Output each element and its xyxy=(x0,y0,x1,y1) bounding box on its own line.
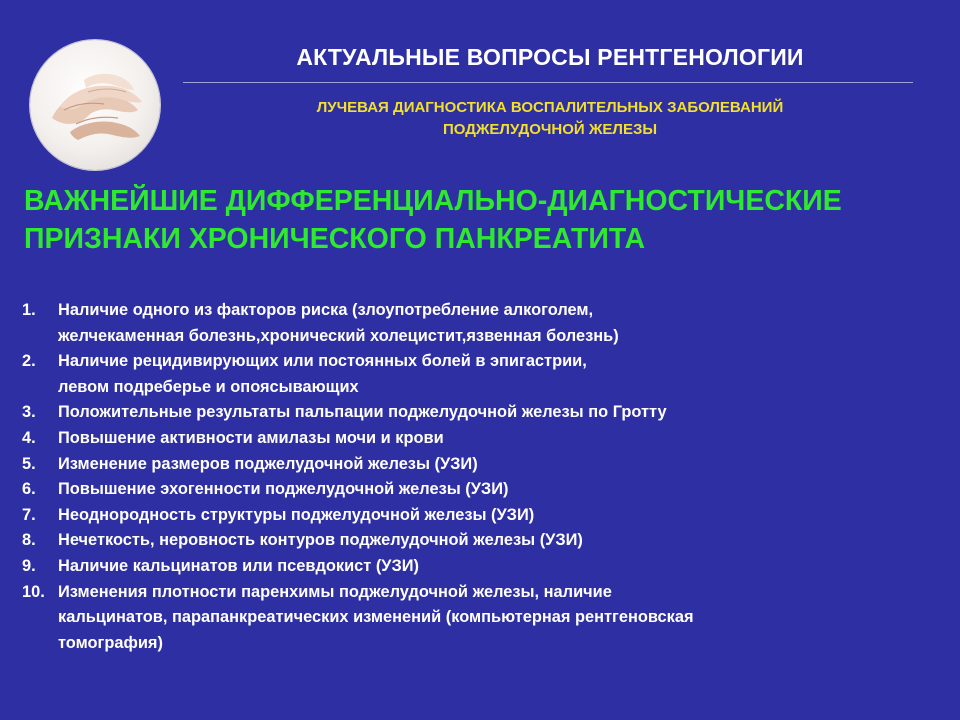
header-subtitle xyxy=(240,97,860,141)
list-item-number: 8. xyxy=(22,531,36,550)
list-item-number: 9. xyxy=(22,556,36,575)
list-item-line: Неоднородность структуры поджелудочной железы (УЗИ) xyxy=(58,505,535,524)
subtitle-line: ПОДЖЕЛУДОЧНОЙ ЖЕЛЕЗЫ xyxy=(442,121,658,138)
list-item-text xyxy=(58,580,942,657)
list-item xyxy=(22,503,942,529)
list-item-line: Нечеткость, неровность контуров поджелудочной железы (УЗИ) xyxy=(58,531,583,550)
list-item-line: Наличие рецидивирующих или постоянных болей в эпигастрии, xyxy=(58,352,587,371)
list-item xyxy=(22,528,942,554)
list-item-line: Повышение активности амилазы мочи и крови xyxy=(58,428,444,447)
criteria-list xyxy=(22,298,942,656)
list-item xyxy=(22,580,942,657)
list-item-line: кальцинатов, парапанкреатических изменений (компьютерная рентгеновская xyxy=(58,608,694,627)
list-item-line: Повышение эхогенности поджелудочной железы (УЗИ) xyxy=(58,480,509,499)
list-item-number: 4. xyxy=(22,428,36,447)
main-heading-line: ВАЖНЕЙШИЕ ДИФФЕРЕНЦИАЛЬНО-ДИАГНОСТИЧЕСКИЕ xyxy=(24,185,842,217)
list-item-text xyxy=(58,477,942,503)
list-item-text xyxy=(58,349,942,400)
list-item-line: желчекаменная болезнь,хронический холецистит,язвенная болезнь) xyxy=(58,326,619,345)
list-item xyxy=(22,400,942,426)
list-item-number: 7. xyxy=(22,505,36,524)
list-item-line: Изменение размеров поджелудочной железы (УЗИ) xyxy=(58,454,478,473)
list-item-text xyxy=(58,426,942,452)
list-item-number: 5. xyxy=(22,454,36,473)
list-item-number: 1. xyxy=(22,301,36,319)
list-item xyxy=(22,477,942,503)
list-item-text xyxy=(58,452,942,478)
list-item-number: 2. xyxy=(22,352,36,371)
list-item-number: 6. xyxy=(22,480,36,499)
list-item-text xyxy=(58,503,942,529)
header-divider xyxy=(183,82,913,83)
list-item xyxy=(22,426,942,452)
list-item-text xyxy=(58,554,942,580)
list-item-text xyxy=(58,400,942,426)
subtitle-line: ЛУЧЕВАЯ ДИАГНОСТИКА ВОСПАЛИТЕЛЬНЫХ ЗАБОЛЕВАНИЙ xyxy=(316,99,784,116)
list-item-line: Изменения плотности паренхимы поджелудочной железы, наличие xyxy=(58,582,612,601)
list-item-line: левом подреберье и опоясывающих xyxy=(58,377,359,396)
list-item-number: 3. xyxy=(22,403,36,422)
list-item-line: Наличие кальцинатов или псевдокист (УЗИ) xyxy=(58,556,420,575)
list-item-number: 10. xyxy=(22,582,45,601)
list-item xyxy=(22,349,942,400)
list-item-text xyxy=(58,298,942,349)
list-item xyxy=(22,554,942,580)
list-item-line: Положительные результаты пальпации поджелудочной железы по Гротту xyxy=(58,403,667,422)
hands-logo-icon xyxy=(30,40,160,170)
main-heading-line: ПРИЗНАКИ ХРОНИЧЕСКОГО ПАНКРЕАТИТА xyxy=(24,223,646,255)
list-item-text xyxy=(58,528,942,554)
list-item-line: томография) xyxy=(58,633,163,652)
header-title: АКТУАЛЬНЫЕ ВОПРОСЫ РЕНТГЕНОЛОГИИ xyxy=(296,44,804,70)
list-item xyxy=(22,298,942,349)
main-heading xyxy=(24,182,944,258)
list-item-line: Наличие одного из факторов риска (злоупотребление алкоголем, xyxy=(58,301,594,319)
list-item xyxy=(22,452,942,478)
